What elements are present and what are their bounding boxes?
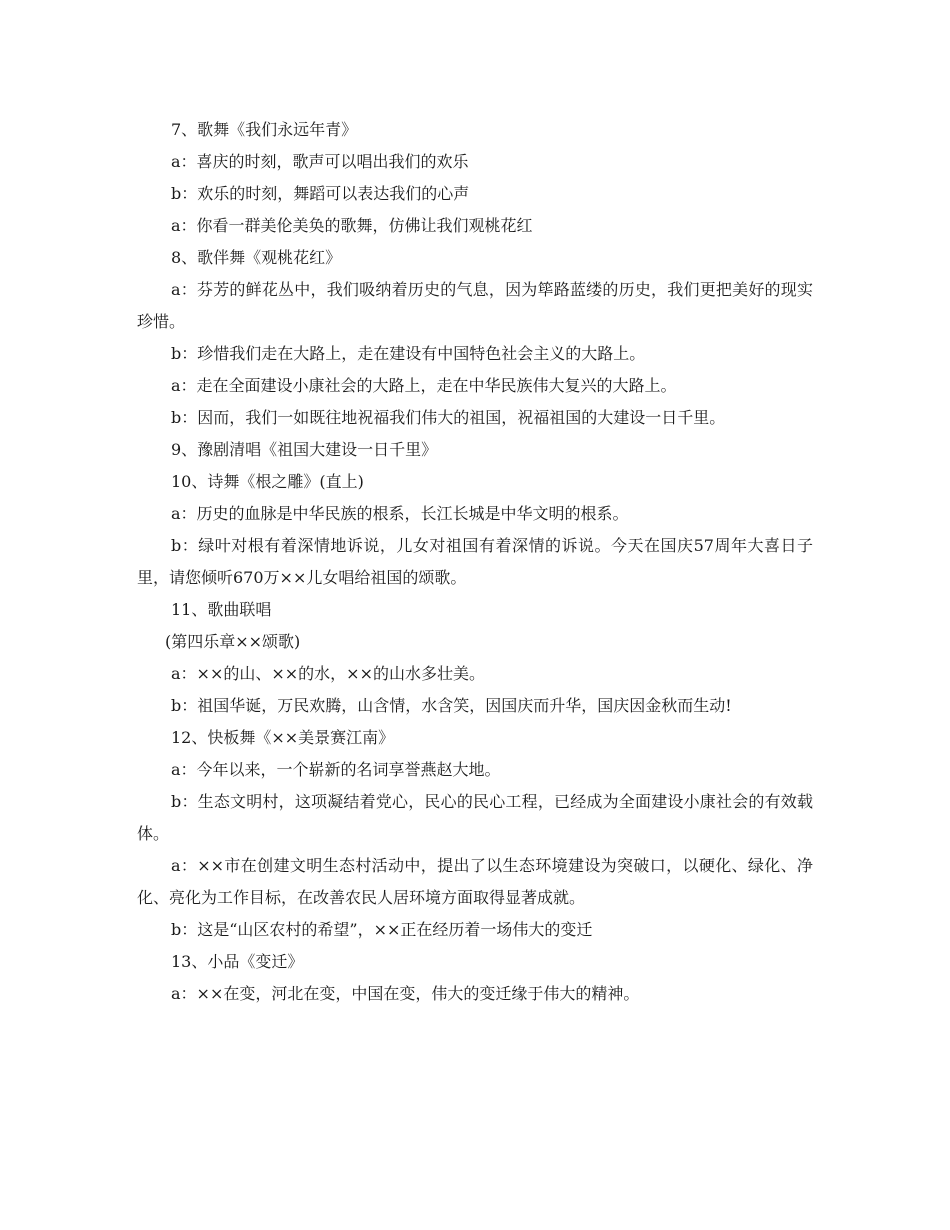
dialogue-line: b：珍惜我们走在大路上，走在建设有中国特色社会主义的大路上。 [171, 344, 646, 363]
dialogue-line: a：××市在创建文明生态村活动中，提出了以生态环境建设为突破口，以硬化、绿化、净化、亮化为工作目标，在改善农民人居环境方面取得显著成就。 [137, 856, 813, 907]
dialogue-line: b：生态文明村，这项凝结着党心，民心的民心工程，已经成为全面建设小康社会的有效载体。 [137, 792, 813, 843]
program-item-10-heading: 10、诗舞《根之雕》(直上) [171, 472, 364, 491]
program-item-12-heading: 12、快板舞《××美景赛江南》 [171, 728, 395, 747]
program-item-13-heading: 13、小品《变迁》 [171, 952, 304, 971]
dialogue-line: a：喜庆的时刻，歌声可以唱出我们的欢乐 [171, 152, 469, 171]
dialogue-line: b：绿叶对根有着深情地诉说，儿女对祖国有着深情的诉说。今天在国庆57周年大喜日子里，请您倾听670万××儿女唱给祖国的颂歌。 [137, 536, 813, 587]
dialogue-line: b：祖国华诞，万民欢腾，山含情，水含笑，因国庆而升华，国庆因金秋而生动! [171, 696, 732, 715]
dialogue-line: b：欢乐的时刻，舞蹈可以表达我们的心声 [171, 184, 470, 203]
dialogue-line: a：走在全面建设小康社会的大路上，走在中华民族伟大复兴的大路上。 [171, 376, 677, 395]
program-item-9-heading: 9、豫剧清唱《祖国大建设一日千里》 [171, 440, 438, 459]
program-item-11-subtitle: (第四乐章××颂歌) [165, 632, 301, 651]
program-item-8-heading: 8、歌伴舞《观桃花红》 [171, 248, 342, 267]
dialogue-line: a：你看一群美伦美奂的歌舞，仿佛让我们观桃花红 [171, 216, 533, 235]
dialogue-line: b：这是“山区农村的希望”，××正在经历着一场伟大的变迁 [171, 920, 593, 939]
dialogue-line: a：××的山、××的水，××的山水多壮美。 [171, 664, 485, 683]
dialogue-line: a：××在变，河北在变，中国在变，伟大的变迁缘于伟大的精神。 [171, 984, 640, 1003]
dialogue-line: a：芬芳的鲜花丛中，我们吸纳着历史的气息，因为筚路蓝缕的历史，我们更把美好的现实珍惜。 [137, 280, 813, 331]
document-body [137, 114, 813, 1010]
program-item-11-heading: 11、歌曲联唱 [171, 600, 272, 619]
dialogue-line: b：因而，我们一如既往地祝福我们伟大的祖国，祝福祖国的大建设一日千里。 [171, 408, 726, 427]
dialogue-line: a：今年以来，一个崭新的名词享誉燕赵大地。 [171, 760, 501, 779]
dialogue-line: a：历史的血脉是中华民族的根系，长江长城是中华文明的根系。 [171, 504, 629, 523]
program-item-7-heading: 7、歌舞《我们永远年青》 [171, 120, 358, 139]
